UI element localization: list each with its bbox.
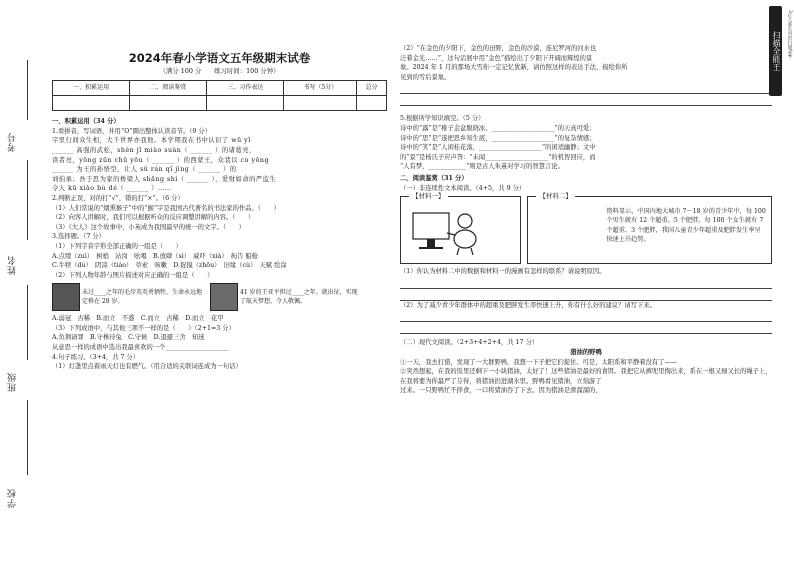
photo-caption: 未过____之年的毛岸英英勇牺牲，生命永远地定格在 28 岁。 <box>82 288 203 306</box>
score-cell[interactable] <box>357 96 387 111</box>
materials-row <box>400 192 772 264</box>
question-line: 诗中的“露”是“稚子金盆脱晓冰，____________________”的天真可爱； <box>400 124 596 132</box>
question: 3.选择题。（7 分） <box>52 233 105 241</box>
left-page <box>0 0 392 561</box>
score-cell[interactable] <box>207 96 284 111</box>
sub-section-heading: （二）现代文阅读。（2+3+4+2+4，共 17 分） <box>400 339 539 347</box>
option-line: A.点缀（zuì） 树梢 站岗 吆喝 B.放肆（sì） 威吓（xià） 拘告 船舱 <box>52 252 258 260</box>
question-line: 见到的雪后景象。 <box>400 73 451 81</box>
sub-section-heading: （一）非连续性文本阅读。（4+5，共 9 分） <box>400 184 526 192</box>
scanner-subtitle: 3亿人都在用的扫描App <box>787 10 792 58</box>
material-two-text: 资料显示，中国内地大城市 7～18 岁的青少年中，每 100 个男生就有 12 个超重、5 个肥胖，每 100 个女生就有 7 个超重、3 个肥胖，我国儿童青少年超重及肥胖发生率呈快速上升趋势。 <box>606 208 766 243</box>
answer-line[interactable] <box>400 82 772 94</box>
score-header: 总分 <box>357 81 387 96</box>
score-cell[interactable] <box>284 96 357 111</box>
question-line: （2）下列人物年龄与图片描述对应正确的一组是（ ） <box>52 271 214 279</box>
answer-line[interactable] <box>400 322 772 334</box>
right-content <box>400 44 772 396</box>
question-line: ______ 高强的武松，shén jī miào suàn（ ______ ）的诸葛亮， <box>52 146 256 154</box>
binding-gutter <box>0 0 46 561</box>
question-line: 读者亮，yōng zūn chū yōu（ ______ ）的西蒙王，众裴以 cù yōng <box>52 156 269 164</box>
question: 5.根据所学知识填空。（5 分） <box>400 115 485 123</box>
question-line: “人有梦，____________”则是古人朱熹对学习的智慧言论。 <box>400 163 564 171</box>
question-line: （1）你认为材料二中的数据和材料一的漫画有怎样的联系？请说明原因。 <box>400 268 606 276</box>
section-heading: 一、积累运用（34 分） <box>52 118 120 126</box>
question-line: ______ 为王的孙悟空，让人 sǔ rán qǐ jìng（ ______ ）的 <box>52 166 237 174</box>
question: 2.判断正误，对的打“√”，错的打“×”。（6 分） <box>52 194 184 202</box>
question-line: 从意思一样的成语中选出我最喜欢的一个____________________ <box>52 344 229 352</box>
score-header: 一、积累运用 <box>53 81 130 96</box>
portrait-photo <box>210 283 238 311</box>
gutter-label-school: 学校 <box>8 488 18 508</box>
question: 4.句子练习。（3+4，共 7 分） <box>52 353 140 361</box>
question-line: （2）为了减少青少年群体中的超重及肥胖发生率快速上升，你有什么好的建议？请写下来。 <box>400 301 656 309</box>
score-header: 二、阅读鉴赏 <box>130 81 207 96</box>
score-cell[interactable] <box>53 96 130 111</box>
gutter-line <box>27 60 28 120</box>
gutter-line <box>27 160 28 240</box>
question-line: （1）下列字音字形全部正确的一组是（ ） <box>52 242 182 250</box>
gutter-line <box>27 400 28 475</box>
photo-row <box>52 283 387 311</box>
answer-line[interactable] <box>400 289 772 301</box>
answer-line[interactable] <box>400 94 772 106</box>
question-line: （2）向客人讲解时，我们可以根据听众的反应调整讲解的内容。（ ） <box>52 214 255 222</box>
gutter-label-name: 姓名 <box>8 255 18 275</box>
question-line: （3）《大人》这个故事中，小英成为我国最早的统一的文字。（ ） <box>52 223 245 231</box>
question-line: （1）人们常说的“烟熏猴子”中的“猴”字是我国古代著名的书法家的作品。（ ） <box>52 204 280 212</box>
score-cell[interactable] <box>130 96 207 111</box>
question-line: 字里行间众生相，大千世界亦我他。本学期我在书中认识了 wū yǐ <box>52 137 251 145</box>
material-two-title: 【材料二】 <box>536 192 575 202</box>
question-line: 象。2024 年 1 月的那场大雪你一定记忆犹新，请仿照这样的表达手法，描绘你所 <box>400 64 628 72</box>
exam-meta: （满分 100 分 练习时间：100 分钟） <box>159 66 280 75</box>
story-title: 猎油的野鸭 <box>570 348 602 356</box>
story-line: 过来。一只野鸭忙不择食，一口将猪油吞了下去。因为猪油是滑溜溜的， <box>400 387 602 395</box>
question-line: （2）“在金色的夕阳下，金色的田野，金色的沙漠，连尼罗河的河水也 <box>400 45 597 52</box>
story-paragraph: ②突然想起，在我的饭里还剩下一小块猪油，太好了！这些猪油是最好的食饵。我把它从裤兜里掏出来，系在一根又细又长的绳子上， <box>400 368 772 376</box>
answer-line[interactable] <box>400 310 772 322</box>
exam-title: 2024年春小学语文五年级期末试卷 <box>128 51 311 65</box>
material-one-box <box>400 192 521 264</box>
story-paragraph: ①一天，我去打猎，发现了一大群野鸭，我想一下子把它们捉住。可是，太阳系和平静着没有了—— <box>400 358 678 366</box>
scanner-badge: 扫描全能王 <box>769 6 782 96</box>
portrait-photo <box>52 283 80 311</box>
score-header: 三、习作表达 <box>207 81 284 96</box>
photo-caption: 41 岁的王亚平担过____之年。就出征，实现了航天梦想，令人敬佩。 <box>240 288 358 306</box>
question: 1.看拼音，写词语，并用“O”圈出整体认读音节。（9 分） <box>52 127 211 135</box>
question-line: 令人 kū xiào bù dé（ ______ ）…… <box>52 185 172 193</box>
cartoon-illustration <box>411 207 481 257</box>
option-line: A.负荆请罪 B.守株待兔 C.守候 D.退避三舍 知迷 <box>52 334 205 342</box>
section-heading: 二、阅读鉴赏（31 分） <box>400 174 468 182</box>
right-page <box>396 0 794 561</box>
gutter-label-exam-number: 考号 <box>8 132 18 152</box>
left-content <box>52 44 387 372</box>
question-line: 诗中的“思”是“遂把思乡知生底，____________________”的复杂情感； <box>400 134 596 142</box>
scanner-watermark <box>768 0 794 561</box>
question-line: 诗中的“笑”是“人闲桂花落，____________________”的闲适幽静；文中 <box>400 144 596 152</box>
option-line: A.弱冠 古稀 B.而立 不惑 C.而立 古稀 D.而立 花甲 <box>52 315 224 323</box>
question-line: 的“景”是杨氏子应声答：“未闻____________________”的机智回应，而 <box>400 153 596 161</box>
question-line: 刘伯承；吾于思为家的桥梁人 shǎng shí（ ______ ），爱财如命的严监生 <box>52 175 277 183</box>
material-two-box <box>527 192 772 264</box>
question-line: 泛着金光……”，这句话展中用“金色”描绘出了夕阳下开阔而辉煌的景 <box>400 54 593 62</box>
question-line: （1）灯盏里点着雨天灯也有燃气。（用合适的关联词连成为一句话） <box>52 363 242 371</box>
photo-item-1 <box>52 283 202 311</box>
story-line: 在我将要为你最严了芬得，将猪油扔进湖水里。野鸭看见猪油，立刻游了 <box>400 377 602 385</box>
gutter-label-class: 班级 <box>8 372 18 392</box>
option-line: C.牛犊（dú） 阴凉（tiáo） 草索 咳嗽 D.捉摸（zhōu） 旧缘（cù） 天赋 绘涂 <box>52 262 287 270</box>
score-table <box>52 80 387 111</box>
photo-item-2 <box>210 283 360 311</box>
answer-line[interactable] <box>400 277 772 289</box>
score-header: 书写（5分） <box>284 81 357 96</box>
material-one-title: 【材料一】 <box>409 192 448 202</box>
gutter-line <box>27 285 28 360</box>
question-line: （3）下列成语中，与其他三项不一样的是（ ）（2+1=3 分） <box>52 324 235 332</box>
